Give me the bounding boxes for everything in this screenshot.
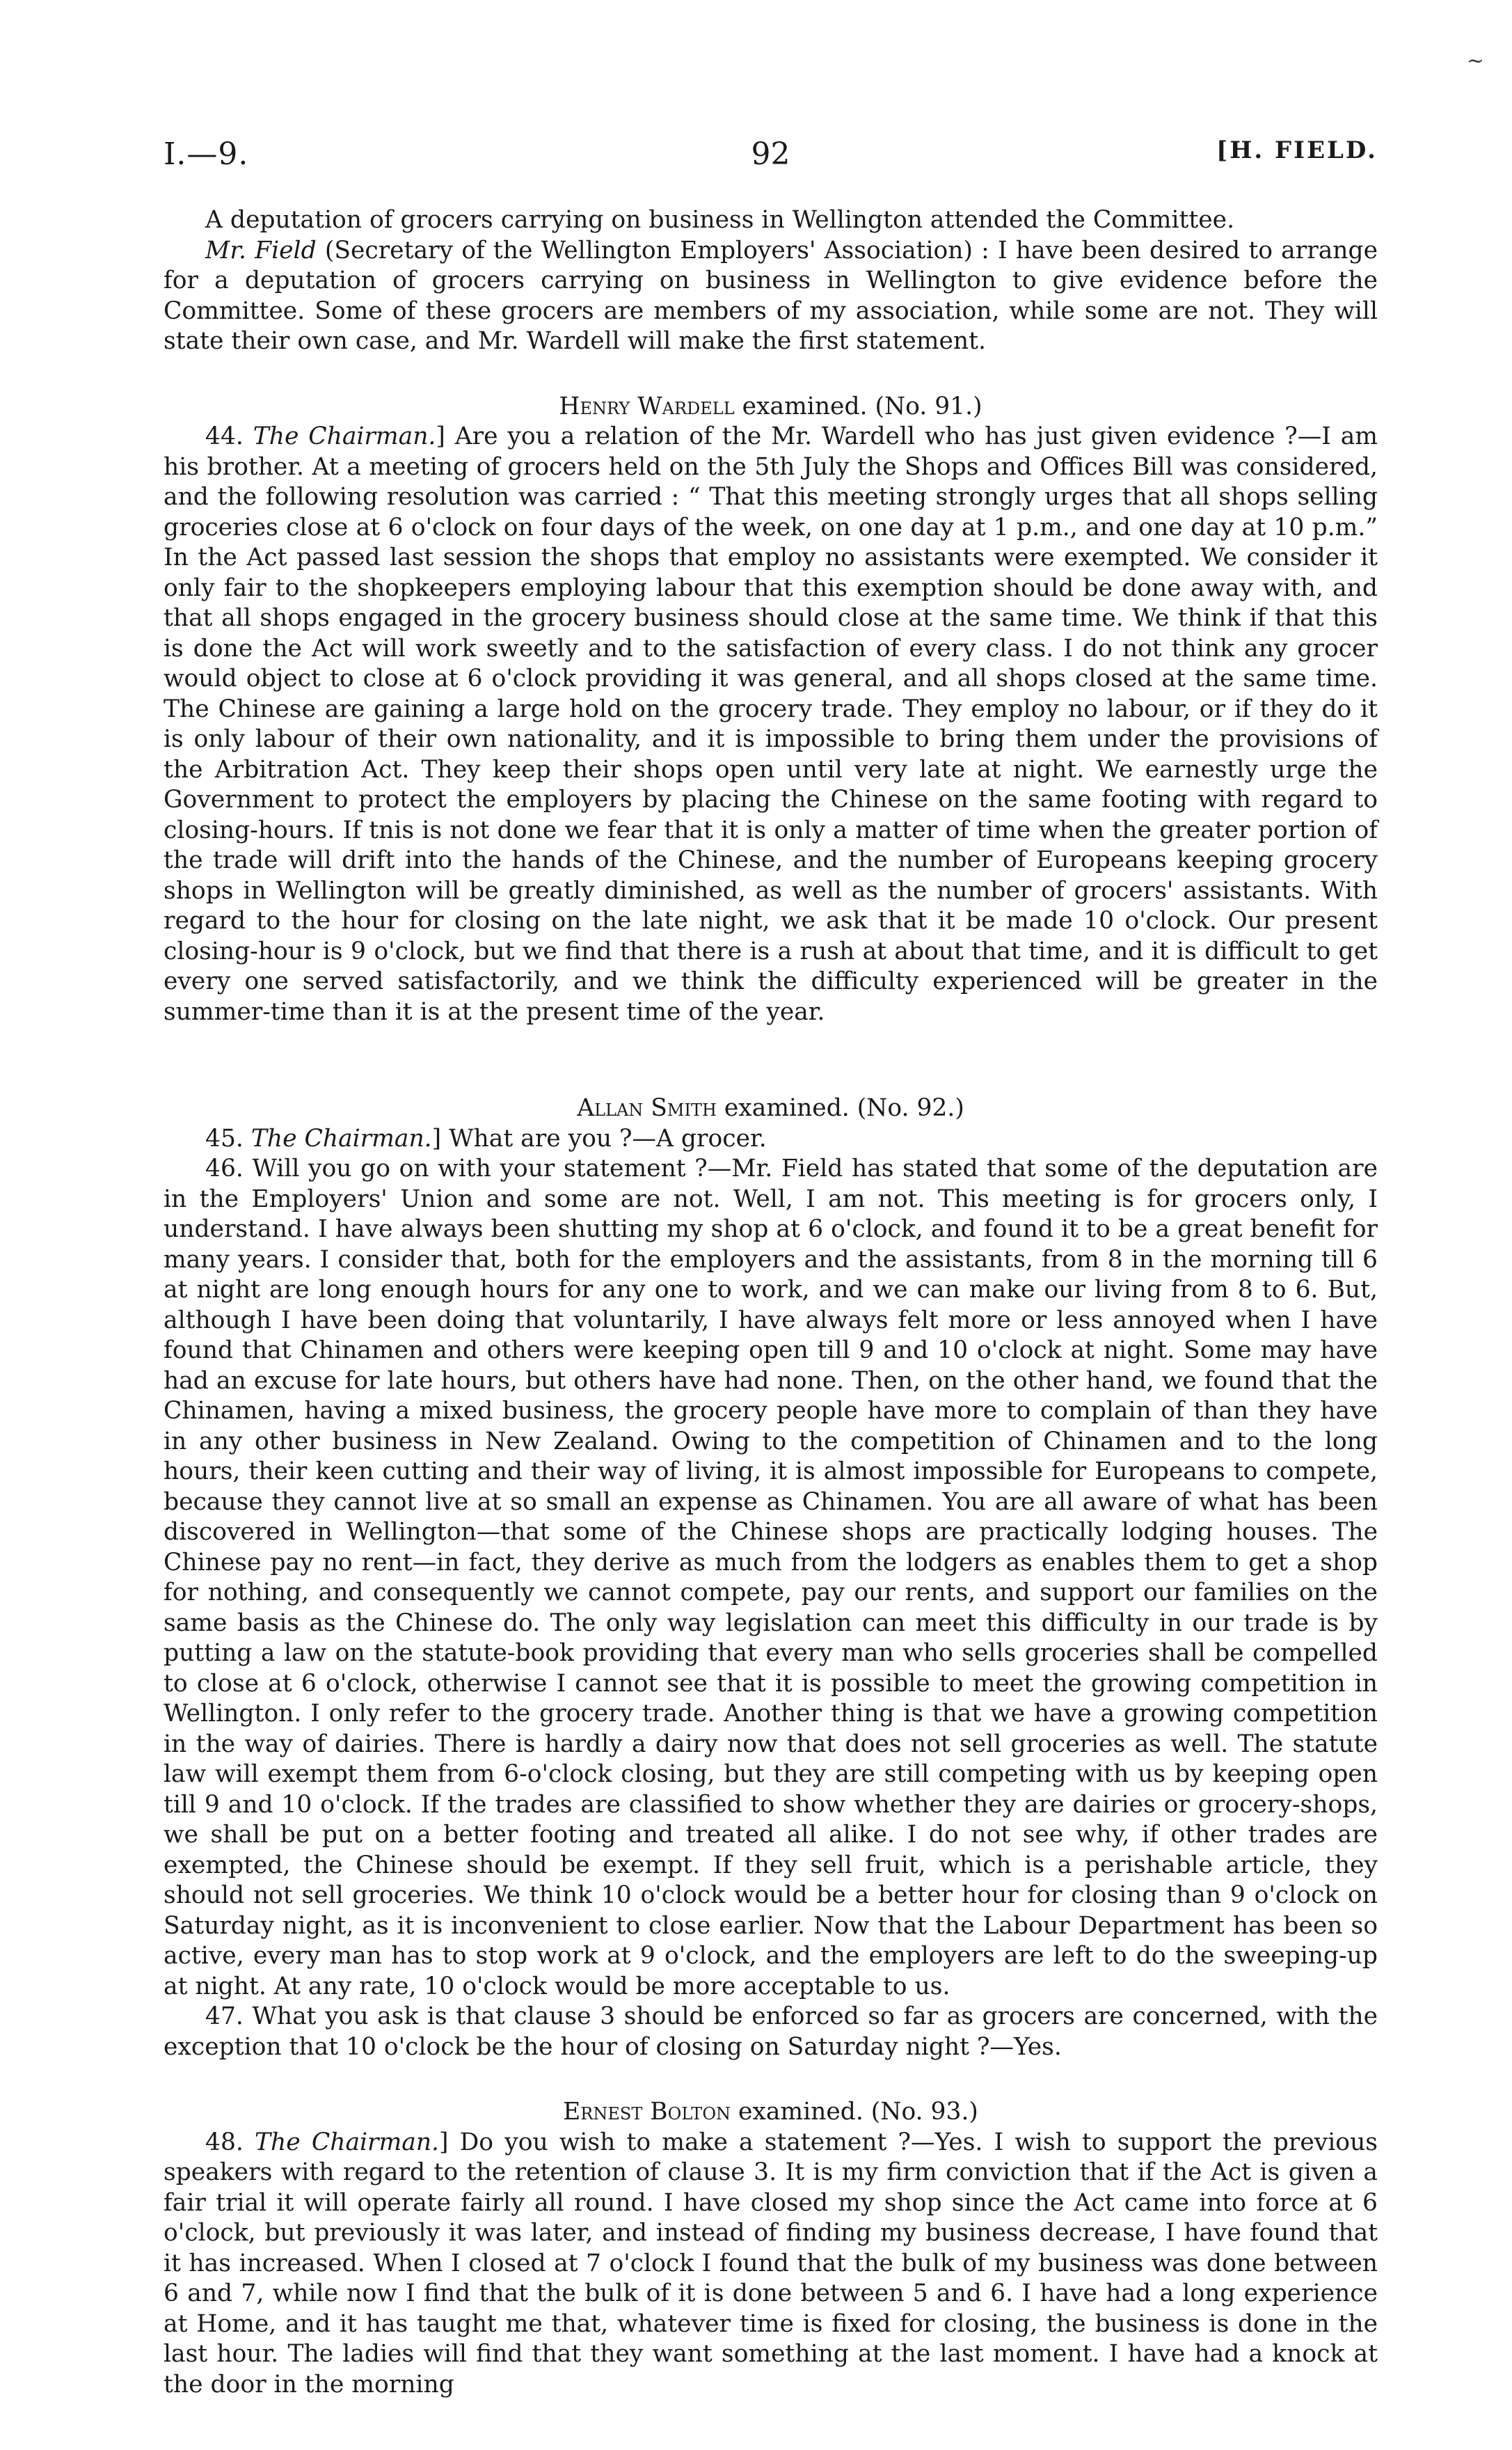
speaker-name: The Chairman. [250, 1124, 432, 1153]
question-47: 47. What you ask is that clause 3 should be enforced so far as grocers are concerned, with the exception that 10 o'clock be the hour of closing on Saturday night ?—Yes. [164, 2002, 1378, 2061]
witness-name: Ernest Bolton [563, 2098, 731, 2126]
question-number: 48. [205, 2128, 255, 2156]
witness-heading-rest: examined. (No. 92.) [716, 1094, 964, 1122]
corner-mark: ~ [1466, 49, 1484, 73]
witness-name: Henry Wardell [559, 392, 735, 420]
question-text: ] Do you wish to make a statement ?—Yes. I wish to support the previous speakers with regard to the retention of clause 3. It is my firm conviction that if the Act is given a fair trial it will operate fairly all round. I have closed my shop since the Act came into force at 6 o'clock, but previously it was later, and instead of finding my business decrease, I have found that it has increased. When I closed at 7 o'clock I found that the bulk of my business was done between 6 and 7, while now I find that the bulk of it is done between 5 and 6. I have had a long experience at Home, and it has taught me that, whatever time is fixed for closing, the business is done in the last hour. The ladies will find that they want something at the last moment. I have had a knock at the door in the morning [164, 2128, 1378, 2398]
witness-heading-wardell [164, 392, 1378, 422]
field-statement [164, 236, 1378, 357]
page-number: 92 [751, 136, 790, 172]
question-number: 45. [205, 1124, 251, 1153]
question-45 [164, 1124, 1378, 1155]
question-44 [164, 422, 1378, 1027]
statement-text: (Secretary of the Wellington Employers' Association) : I have been desired to arrange for a deputation of grocers carrying on business in Wellington to give evidence before the Committee. Some of these grocers are members of my association, while some are not. They will state their own case, and Mr. Wardell will make the first statement. [164, 236, 1378, 355]
speaker-name: Mr. Field [205, 236, 317, 264]
page-header [164, 136, 1378, 178]
question-text: ] What are you ?—A grocer. [431, 1124, 767, 1153]
running-head: [H. FIELD. [1216, 136, 1378, 164]
witness-heading-rest: examined. (No. 91.) [734, 392, 982, 420]
speaker-name: The Chairman. [253, 422, 436, 450]
witness-heading-smith [164, 1093, 1378, 1124]
intro-paragraph: A deputation of grocers carrying on business in Wellington attended the Committee. [205, 206, 1235, 234]
witness-name: Allan Smith [577, 1094, 717, 1122]
witness-heading-rest: examined. (No. 93.) [731, 2098, 978, 2126]
speaker-name: The Chairman. [255, 2128, 440, 2156]
question-46: 46. Will you go on with your statement ?—Mr. Field has stated that some of the deputation are in the Employers' Union and some are not. Well, I am not. This meeting is for grocers only, I understand. I have always been shutting my shop at 6 o'clock, and found it to be a great benefit for many years. I consider that, both for the employers and the assistants, from 8 in the morning till 6 at night are long enough hours for any one to work, and we can make our living from 8 to 6. But, although I have been doing that voluntarily, I have always felt more or less annoyed when I have found that Chinamen and others were keeping open till 9 and 10 o'clock at night. Some may have had an excuse for late hours, but others have had none. Then, on the other hand, we found that the Chinamen, having a mixed business, the grocery people have more to complain of than they have in any other business in New Zealand. Owing to the competition of Chinamen and to the long hours, their keen cutting and their way of living, it is almost impossible for Europeans to compete, because they cannot live at so small an expense as Chinamen. You are all aware of what has been discovered in Wellington—that some of the Chinese shops are practically lodging houses. The Chinese pay no rent—in fact, they derive as much from the lodgers as enables them to get a shop for nothing, and consequently we cannot compete, pay our rents, and support our families on the same basis as the Chinese do. The only way legislation can meet this difficulty in our trade is by putting a law on the statute-book providing that every man who sells groceries shall be compelled to close at 6 o'clock, otherwise I cannot see that it is possible to meet the growing competition in Wellington. I only refer to the grocery trade. Another thing is that we have a growing competition in the way of dairies. There is hardly a dairy now that does not sell groceries as well. The statute law will exempt them from 6-o'clock closing, but they are still competing with us by keeping open till 9 and 10 o'clock. If the trades are classified to show whether they are dairies or grocery-shops, we shall be put on a better footing and treated all alike. I do not see why, if other trades are exempted, the Chinese should be exempt. If they sell fruit, which is a perishable article, they should not sell groceries. We think 10 o'clock would be a better hour for closing than 9 o'clock on Saturday night, as it is inconvenient to close earlier. Now that the Labour Department has been so active, every man has to stop work at 9 o'clock, and the employers are left to do the sweeping-up at night. At any rate, 10 o'clock would be more acceptable to us. [164, 1155, 1378, 2000]
question-text: ] Are you a relation of the Mr. Wardell who has just given evidence ?—I am his brother. At a meeting of grocers held on the 5th July the Shops and Offices Bill was considered, and the following resolution was carried : “ That this meeting strongly urges that all shops selling groceries close at 6 o'clock on four days of the week, on one day at 1 p.m., and one day at 10 p.m.” In the Act passed last session the shops that employ no assistants were exempted. We consider it only fair to the shopkeepers employing labour that this exemption should be done away with, and that all shops engaged in the grocery business should close at the same time. We think if that this is done the Act will work sweetly and to the satisfaction of every class. I do not think any grocer would object to close at 6 o'clock providing it was general, and all shops closed at the same time. The Chinese are gaining a large hold on the grocery trade. They employ no labour, or if they do it is only labour of their own nationality, and it is impossible to bring them under the provisions of the Arbitration Act. They keep their shops open until very late at night. We earnestly urge the Government to protect the employers by placing the Chinese on the same footing with regard to closing-hours. If tnis is not done we fear that it is only a matter of time when the greater portion of the trade will drift into the hands of the Chinese, and the number of Europeans keeping grocery shops in Wellington will be greatly diminished, as well as the number of grocers' assistants. With regard to the hour for closing on the late night, we ask that it be made 10 o'clock. Our present closing-hour is 9 o'clock, but we find that there is a rush at about that time, and it is difficult to get every one served satisfactorily, and we think the difficulty experienced will be greater in the summer-time than it is at the present time of the year. [164, 422, 1378, 1026]
question-48 [164, 2128, 1378, 2401]
document-body [164, 205, 1378, 2400]
question-number: 44. [205, 422, 253, 450]
paper-reference: I.—9. [164, 136, 249, 172]
witness-heading-bolton [164, 2097, 1378, 2128]
